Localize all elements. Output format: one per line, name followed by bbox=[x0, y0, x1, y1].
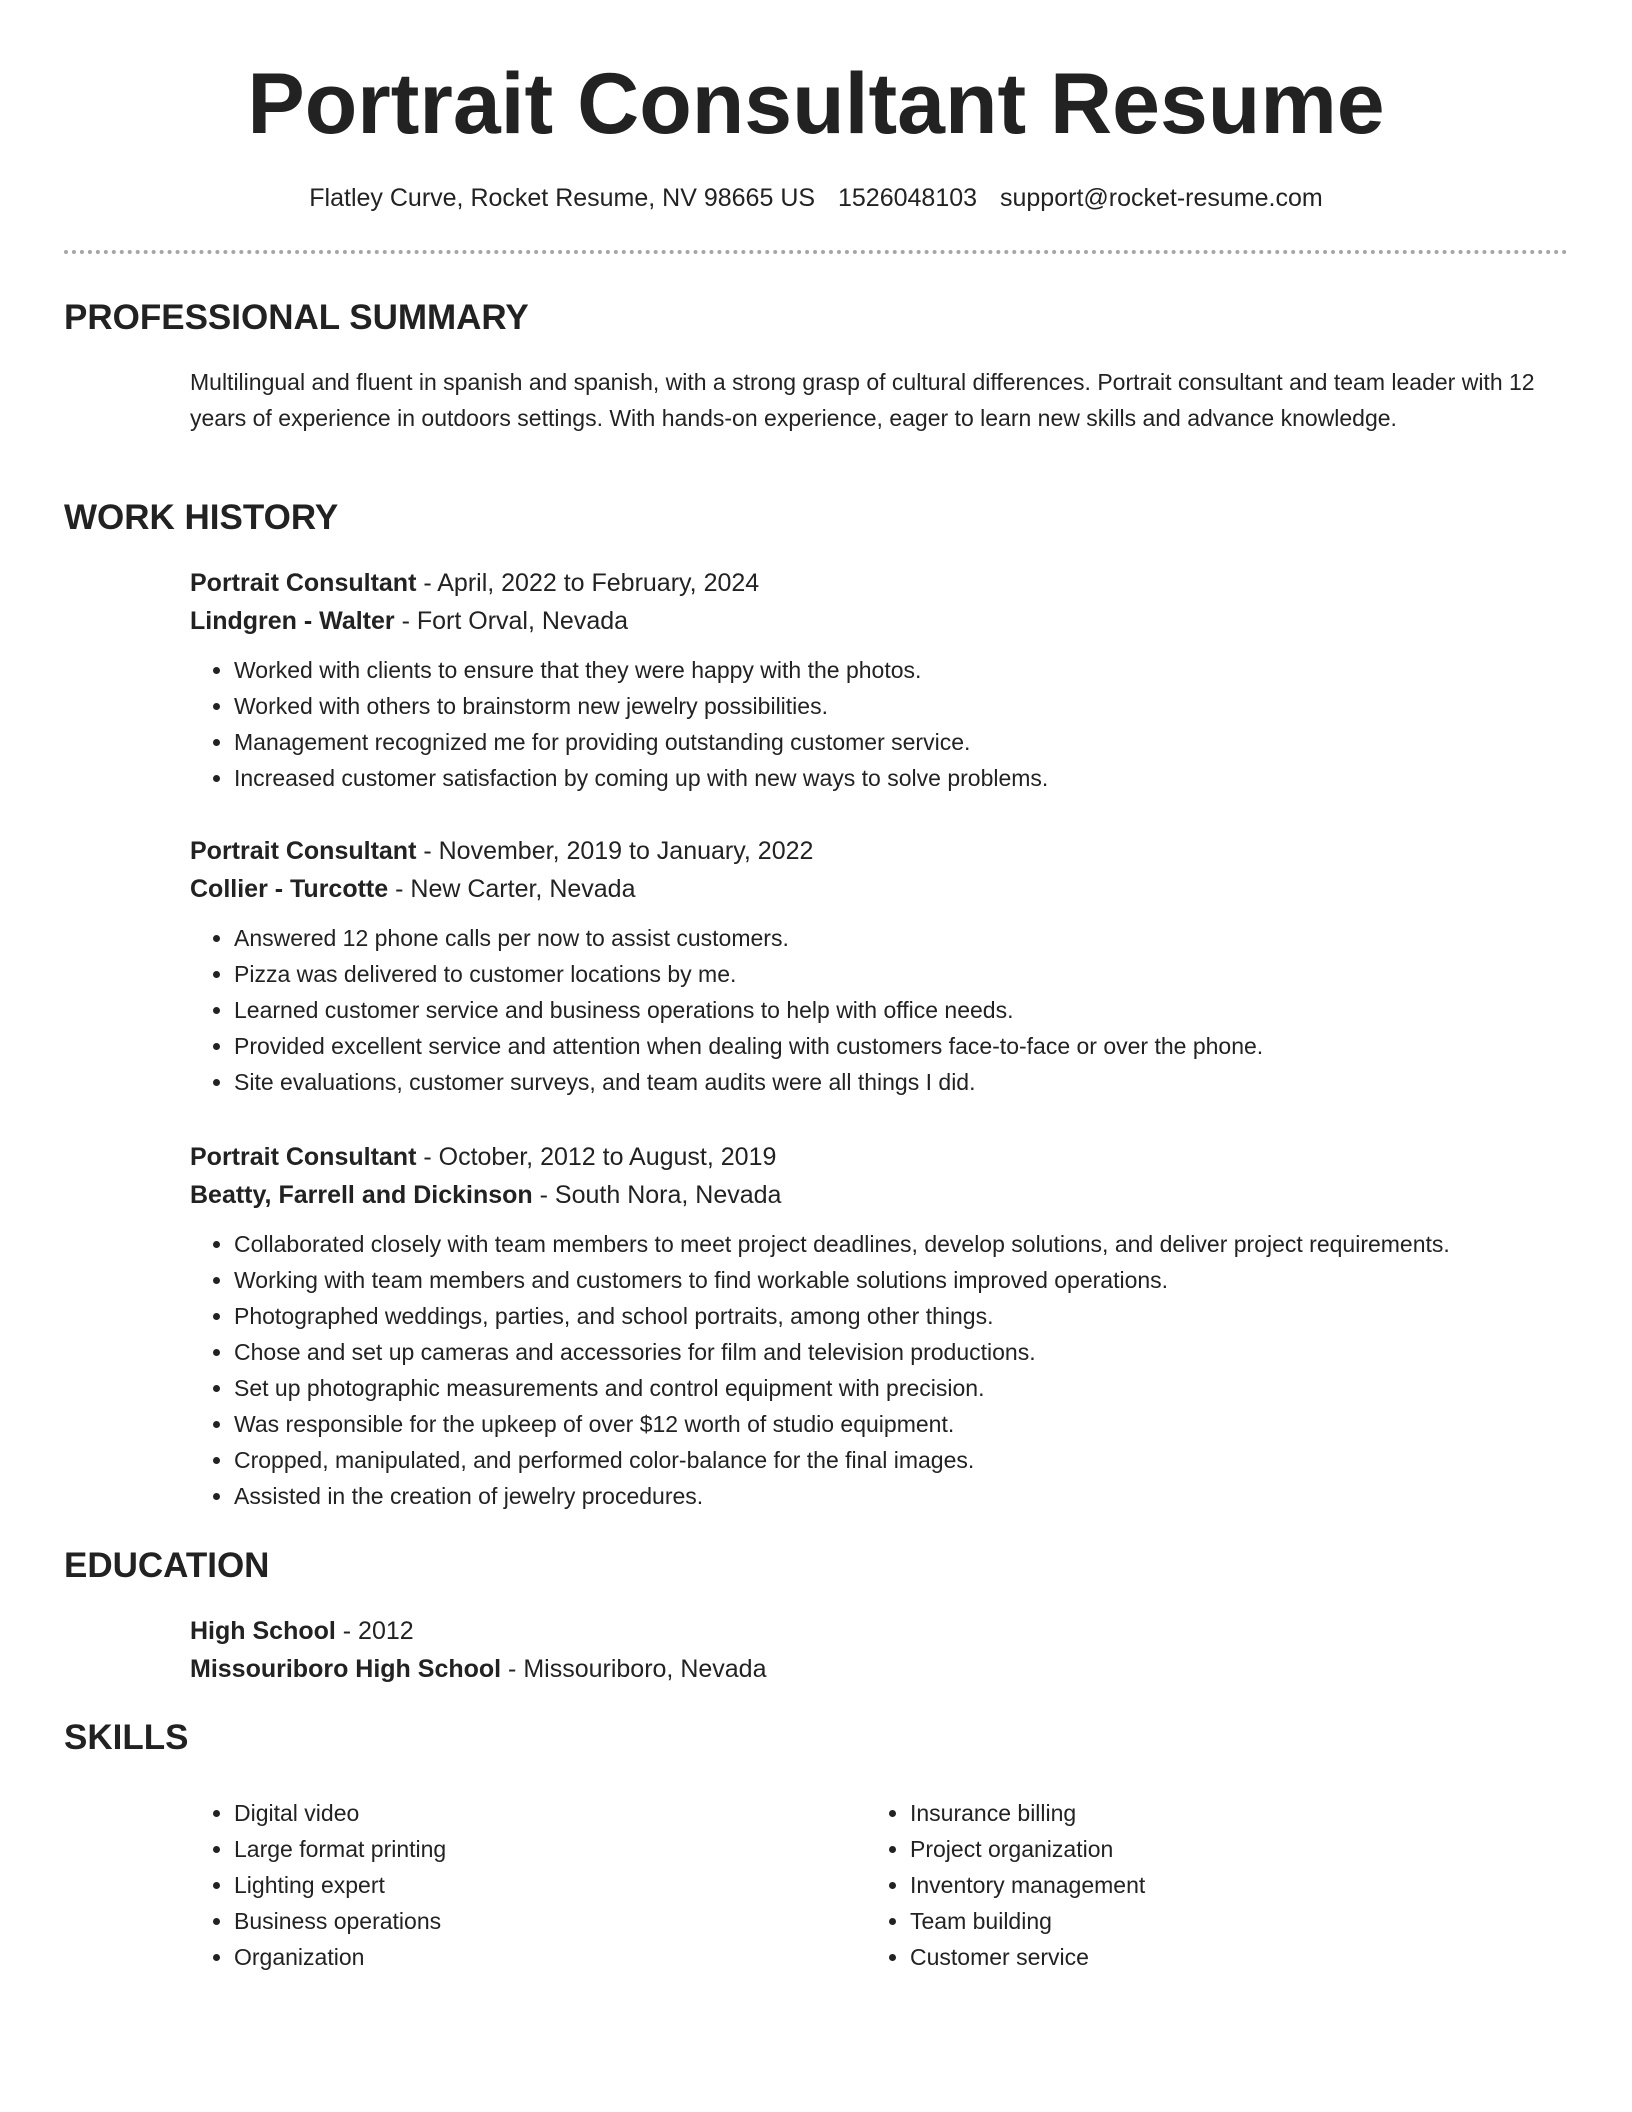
section-title-skills: SKILLS bbox=[64, 1718, 189, 1757]
skill-item: • Customer service bbox=[910, 1939, 1145, 1975]
list-item: • Collaborated closely with team members to meet project deadlines, develop solutions, and deliver project requirements. bbox=[234, 1226, 1590, 1262]
contact-address: Flatley Curve, Rocket Resume, NV 98665 US bbox=[309, 184, 816, 212]
skills-list-right bbox=[866, 1795, 1145, 1975]
skill-item: • Team building bbox=[910, 1903, 1145, 1939]
job-dates: - April, 2022 to February, 2024 bbox=[416, 569, 760, 597]
education-degree: High School bbox=[190, 1617, 336, 1645]
section-title-work: WORK HISTORY bbox=[64, 498, 339, 537]
job-bullets bbox=[190, 920, 1590, 1100]
contact-phone: 1526048103 bbox=[838, 184, 978, 212]
education-location: - Missouriboro, Nevada bbox=[501, 1655, 767, 1683]
skill-item: • Lighting expert bbox=[234, 1867, 446, 1903]
education-entry bbox=[190, 1612, 1590, 1688]
skill-item: • Inventory management bbox=[910, 1867, 1145, 1903]
skills-column-left bbox=[190, 1795, 446, 1975]
job-location: - Fort Orval, Nevada bbox=[394, 607, 629, 635]
list-item: • Pizza was delivered to customer locations by me. bbox=[234, 956, 1590, 992]
education-year: - 2012 bbox=[335, 1617, 414, 1645]
professional-summary: Multilingual and fluent in spanish and spanish, with a strong grasp of cultural differences. Portrait consultant and team leader with 12 years of experience in outdoors settings. With hands-on experience, eager to learn new skills and advance knowledge. bbox=[190, 369, 1535, 431]
list-item: • Provided excellent service and attention when dealing with customers face-to-face or over the phone. bbox=[234, 1028, 1590, 1064]
job-dates: - November, 2019 to January, 2022 bbox=[416, 837, 814, 865]
contact-email: support@rocket-resume.com bbox=[1000, 184, 1323, 212]
job-company-line bbox=[190, 870, 1590, 908]
job-dates: - October, 2012 to August, 2019 bbox=[416, 1143, 777, 1171]
skill-item: • Business operations bbox=[234, 1903, 446, 1939]
list-item: • Cropped, manipulated, and performed color-balance for the final images. bbox=[234, 1442, 1590, 1478]
list-item: • Photographed weddings, parties, and school portraits, among other things. bbox=[234, 1298, 1590, 1334]
job-title: Portrait Consultant bbox=[190, 837, 417, 865]
job-company: Beatty, Farrell and Dickinson bbox=[190, 1181, 533, 1209]
skill-item: • Project organization bbox=[910, 1831, 1145, 1867]
list-item: • Working with team members and customers to find workable solutions improved operations. bbox=[234, 1262, 1590, 1298]
job-title: Portrait Consultant bbox=[190, 1143, 417, 1171]
job-entry bbox=[190, 1138, 1590, 1514]
list-item: • Worked with clients to ensure that they were happy with the photos. bbox=[234, 652, 1590, 688]
list-item: • Management recognized me for providing outstanding customer service. bbox=[234, 724, 1590, 760]
job-entry bbox=[190, 564, 1590, 796]
job-company: Lindgren - Walter bbox=[190, 607, 395, 635]
job-title-line bbox=[190, 564, 1590, 602]
job-entry bbox=[190, 832, 1590, 1100]
job-bullets bbox=[190, 652, 1590, 796]
job-bullets bbox=[190, 1226, 1590, 1514]
job-company-line bbox=[190, 1176, 1590, 1214]
job-company-line bbox=[190, 602, 1590, 640]
list-item: • Set up photographic measurements and control equipment with precision. bbox=[234, 1370, 1590, 1406]
skills-column-right bbox=[866, 1795, 1145, 1975]
header-divider bbox=[64, 250, 1568, 254]
list-item: • Assisted in the creation of jewelry procedures. bbox=[234, 1478, 1590, 1514]
skill-item: • Digital video bbox=[234, 1795, 446, 1831]
section-title-summary: PROFESSIONAL SUMMARY bbox=[64, 298, 529, 337]
job-location: - South Nora, Nevada bbox=[532, 1181, 782, 1209]
education-degree-line bbox=[190, 1612, 1590, 1650]
list-item: • Chose and set up cameras and accessories for film and television productions. bbox=[234, 1334, 1590, 1370]
section-title-education: EDUCATION bbox=[64, 1546, 270, 1585]
job-company: Collier - Turcotte bbox=[190, 875, 389, 903]
skill-item: • Large format printing bbox=[234, 1831, 446, 1867]
job-title-line bbox=[190, 832, 1590, 870]
skill-item: • Organization bbox=[234, 1939, 446, 1975]
job-location: - New Carter, Nevada bbox=[388, 875, 636, 903]
job-title: Portrait Consultant bbox=[190, 569, 417, 597]
contact-line bbox=[0, 180, 1632, 216]
resume-title: Portrait Consultant Resume bbox=[247, 56, 1385, 152]
skills-list-left bbox=[190, 1795, 446, 1975]
list-item: • Increased customer satisfaction by coming up with new ways to solve problems. bbox=[234, 760, 1590, 796]
job-title-line bbox=[190, 1138, 1590, 1176]
list-item: • Learned customer service and business operations to help with office needs. bbox=[234, 992, 1590, 1028]
list-item: • Worked with others to brainstorm new jewelry possibilities. bbox=[234, 688, 1590, 724]
list-item: • Was responsible for the upkeep of over $12 worth of studio equipment. bbox=[234, 1406, 1590, 1442]
list-item: • Site evaluations, customer surveys, and team audits were all things I did. bbox=[234, 1064, 1590, 1100]
skill-item: • Insurance billing bbox=[910, 1795, 1145, 1831]
education-school: Missouriboro High School bbox=[190, 1655, 502, 1683]
education-school-line bbox=[190, 1650, 1590, 1688]
list-item: • Answered 12 phone calls per now to assist customers. bbox=[234, 920, 1590, 956]
